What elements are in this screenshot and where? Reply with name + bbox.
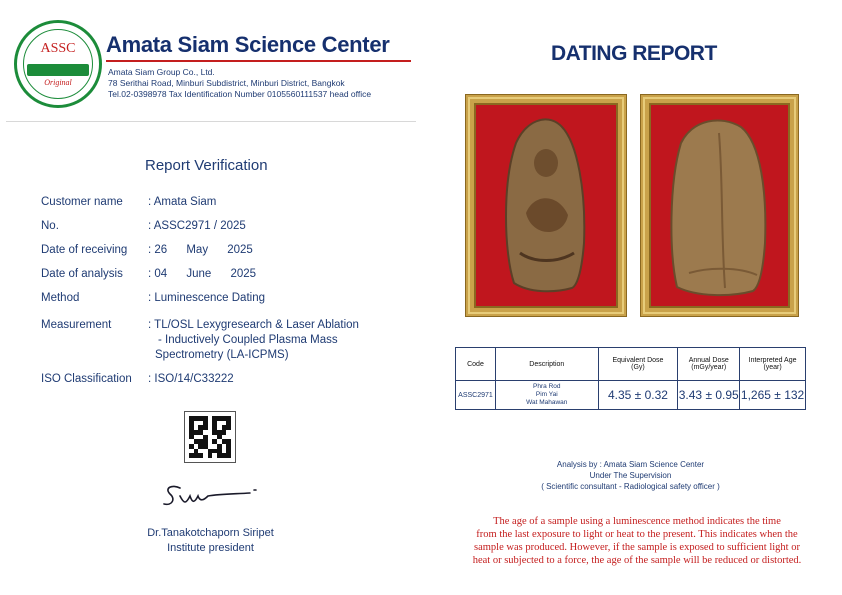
- age-header-text: Interpreted Age: [748, 357, 797, 364]
- description-line3: Wat Mahawan: [526, 399, 568, 406]
- amulet-back-image: [649, 103, 790, 308]
- customer-value: : Amata Siam: [148, 196, 217, 208]
- analysis-supervision: Under The Supervision: [589, 471, 672, 480]
- note-line-4: heat or subjected to a force, the age of the sample will be reduced or distorted.: [472, 555, 802, 566]
- logo-subtext: Original: [44, 78, 72, 87]
- receiving-value: : 26 May 2025: [148, 244, 253, 256]
- signature: [150, 480, 262, 510]
- method-label: Method: [41, 292, 80, 304]
- amulet-front-frame: [466, 95, 626, 316]
- col-annual-dose-header: [678, 348, 740, 381]
- analysis-date-label: Date of analysis: [41, 268, 123, 280]
- measurement-label: Measurement: [41, 319, 112, 331]
- signer-name: Dr.Tanakotchaporn Siripet: [147, 527, 274, 539]
- iso-value: : ISO/14/C33222: [148, 373, 234, 385]
- qr-pattern: [189, 416, 231, 458]
- measurement-value-line2: - Inductively Coupled Plasma Mass: [158, 334, 338, 346]
- number-value: : ASSC2971 / 2025: [148, 220, 246, 232]
- customer-label: Customer name: [41, 196, 123, 208]
- description-line2: Pim Yai: [535, 391, 558, 398]
- amulet-back-frame: [641, 95, 798, 316]
- report-title: DATING REPORT: [551, 42, 717, 65]
- number-label: No.: [41, 220, 59, 232]
- note-line-3: sample was produced. However, if the sample is exposed to sufficient light or: [474, 542, 800, 553]
- equivalent-dose-unit: (Gy): [631, 364, 645, 371]
- analysis-by: Analysis by : Amata Siam Science Center: [556, 460, 705, 469]
- description-line1: Phra Rod: [533, 383, 561, 390]
- header-divider: [106, 60, 411, 62]
- analysis-consultant: ( Scientific consultant - Radiological safety officer ): [541, 482, 720, 491]
- description-header-text: Description: [529, 360, 565, 368]
- amulet-front-image: [474, 103, 618, 308]
- note-line-2: from the last exposure to light or heat to the present. This indicates when the: [476, 529, 798, 540]
- code-cell: ASSC2971: [456, 381, 496, 410]
- logo-band: [27, 64, 89, 76]
- verification-title: Report Verification: [145, 157, 268, 174]
- col-equivalent-dose-header: [598, 348, 678, 381]
- qr-code[interactable]: [184, 411, 236, 463]
- results-table: [455, 347, 806, 410]
- measurement-value: : TL/OSL Lexygresearch & Laser Ablation: [148, 319, 359, 331]
- age-unit: (year): [763, 364, 782, 371]
- description-cell: [495, 381, 598, 410]
- company-name: Amata Siam Science Center: [106, 32, 390, 57]
- receiving-label: Date of receiving: [41, 244, 128, 256]
- company-tel: Tel.02-0398978 Tax Identification Number 0105560111537 head office: [108, 89, 372, 99]
- col-age-header: [740, 348, 806, 381]
- annual-dose-unit: (mGy/year): [691, 364, 727, 371]
- signer-title: Institute president: [167, 542, 254, 554]
- annual-dose-header-text: Annual Dose: [688, 357, 729, 364]
- table-row: [456, 381, 806, 410]
- company-logo: [14, 20, 102, 108]
- company-group: Amata Siam Group Co., Ltd.: [108, 67, 215, 77]
- measurement-value-line3: Spectrometry (LA-ICPMS): [155, 349, 289, 361]
- analysis-date-value: : 04 June 2025: [148, 268, 257, 280]
- iso-label: ISO Classification: [41, 373, 132, 385]
- equivalent-dose-cell: 4.35 ± 0.32: [598, 381, 678, 410]
- annual-dose-cell: 3.43 ± 0.95: [678, 381, 740, 410]
- code-header-text: Code: [467, 360, 484, 368]
- equivalent-dose-header-text: Equivalent Dose: [612, 357, 664, 364]
- col-code-header: [456, 348, 496, 381]
- company-address: 78 Serithai Road, Minburi Subdistrict, Minburi District, Bangkok: [108, 78, 345, 88]
- age-cell: 1,265 ± 132: [740, 381, 806, 410]
- logo-text: ASSC: [40, 41, 76, 56]
- method-value: : Luminescence Dating: [148, 292, 265, 304]
- table-header-row: [456, 348, 806, 381]
- note-line-1: The age of a sample using a luminescence method indicates the time: [493, 516, 781, 527]
- col-description-header: [495, 348, 598, 381]
- section-divider: [6, 121, 416, 122]
